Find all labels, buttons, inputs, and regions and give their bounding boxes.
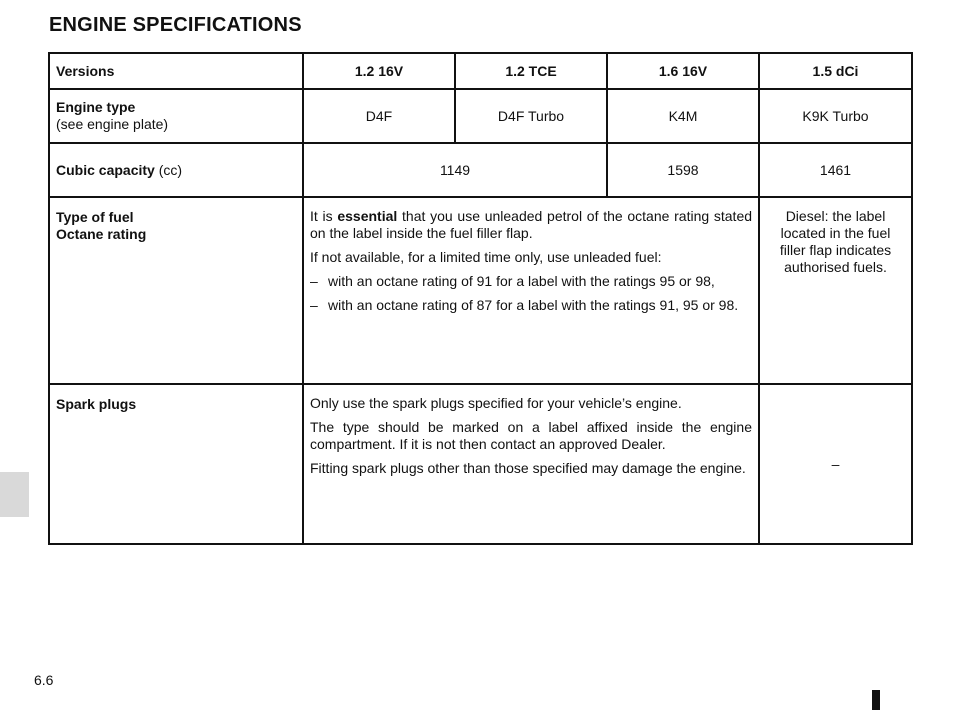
cubic-capacity-value: 1461 [759, 143, 912, 197]
table-row-cubic-capacity [49, 143, 912, 197]
page-title: ENGINE SPECIFICATIONS [49, 14, 302, 36]
version-1-2-16v: 1.2 16V [303, 53, 455, 89]
petrol-intro: It is essential that you use unleaded petrol of the octane rating stated on the label inside the fuel filler flap. [310, 208, 753, 241]
engine-type-value: K9K Turbo [759, 89, 912, 143]
octane-rating-label: Octane rating [56, 226, 147, 242]
engine-type-label: Engine type [56, 99, 136, 115]
fuel-label-cell [49, 197, 303, 384]
diesel-fuel-cell: Diesel: the label located in the fuel filler flap indicates authorised fuels. [759, 197, 912, 384]
spark-plugs-label: Spark plugs [56, 396, 137, 412]
engine-type-value: K4M [607, 89, 759, 143]
spark-plugs-paragraph: The type should be marked on a label affixed inside the engine compartment. If it is not then contact an approved Dealer. [310, 419, 752, 452]
engine-spec-table [48, 52, 913, 545]
engine-type-value: D4F Turbo [455, 89, 607, 143]
cubic-capacity-label-cell [49, 143, 303, 197]
version-1-6-16v: 1.6 16V [607, 53, 759, 89]
corner-mark [872, 690, 880, 710]
fuel-type-label: Type of fuel [56, 209, 134, 225]
dash-bullet: – [310, 297, 318, 313]
table-row-spark-plugs [49, 384, 912, 544]
cubic-capacity-value: 1598 [607, 143, 759, 197]
dash-bullet: – [310, 273, 318, 289]
petrol-fallback: If not available, for a limited time only, use unleaded fuel: [310, 249, 662, 265]
cubic-capacity-value: 1149 [303, 143, 607, 197]
engine-type-value: D4F [303, 89, 455, 143]
table-row-fuel [49, 197, 912, 384]
version-1-2-tce: 1.2 TCE [455, 53, 607, 89]
spark-plugs-paragraph: Only use the spark plugs specified for your vehicle’s engine. [310, 395, 682, 411]
list-item-text: with an octane rating of 87 for a label with the ratings 91, 95 or 98. [328, 297, 739, 313]
spark-plugs-paragraph: Fitting spark plugs other than those specified may damage the engine. [310, 460, 746, 476]
page-number: 6.6 [34, 672, 54, 688]
cubic-capacity-unit: (cc) [158, 161, 183, 178]
list-item [310, 273, 752, 290]
versions-label: Versions [49, 53, 303, 89]
cubic-capacity-label: Cubic capacity [56, 161, 155, 178]
table-row-engine-type [49, 89, 912, 143]
chapter-tab [0, 472, 29, 517]
spark-plugs-cell [303, 384, 759, 544]
list-item [310, 297, 752, 314]
spark-plugs-label-cell [49, 384, 303, 544]
version-1-5-dci: 1.5 dCi [759, 53, 912, 89]
engine-type-label-cell [49, 89, 303, 143]
engine-type-sublabel: (see engine plate) [56, 116, 169, 132]
spark-plugs-diesel-cell: – [759, 384, 912, 544]
essential-emphasis: essential [337, 208, 398, 224]
list-item-text: with an octane rating of 91 for a label with the ratings 95 or 98, [328, 273, 715, 289]
table-row-versions [49, 53, 912, 89]
petrol-fuel-cell [303, 197, 759, 384]
